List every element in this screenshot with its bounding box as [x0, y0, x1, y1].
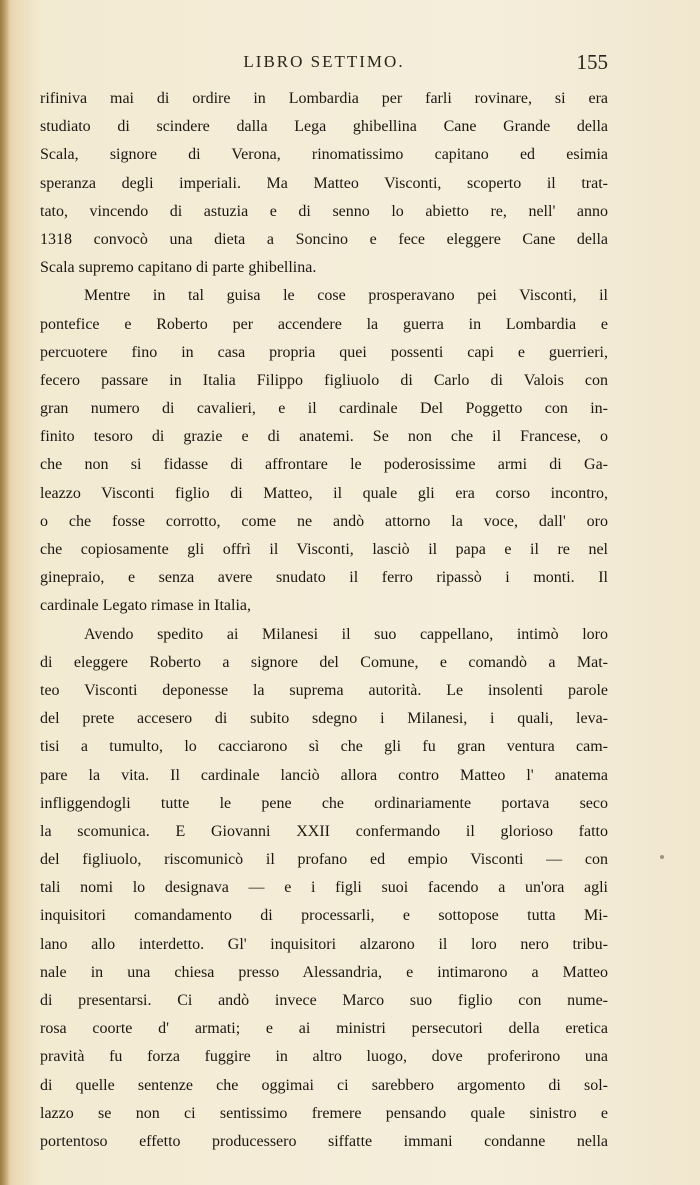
page-edge-shadow	[0, 0, 10, 1185]
page-header	[40, 52, 608, 82]
text-line: nale in una chiesa presso Alessandria, e intimarono a Matteo	[40, 963, 608, 981]
text-line: portentoso effetto producessero siffatte immani condanne nella	[40, 1132, 608, 1150]
text-line: pare la vita. Il cardinale lanciò allora contro Matteo l' anatema	[40, 766, 608, 784]
text-line: teo Visconti deponesse la suprema autorità. Le insolenti parole	[40, 681, 608, 699]
text-line: tali nomi lo designava — e i figli suoi facendo a un'ora agli	[40, 879, 608, 897]
text-line: che copiosamente gli offrì il Visconti, lasciò il papa e il re nel	[40, 541, 608, 558]
text-line: 1318 convocò una dieta a Soncino e fece eleggere Cane della	[40, 230, 608, 248]
text-line: infliggendogli tutte le pene che ordinariamente portava seco	[40, 794, 608, 812]
text-line: studiato di scindere dalla Lega ghibellina Cane Grande della	[40, 118, 608, 136]
text-line: pontefice e Roberto per accendere la guerra in Lombardia e	[40, 315, 608, 333]
text-line: di quelle sentenze che oggimai ci sarebbero argomento di sol-	[40, 1076, 608, 1094]
text-line: cardinale Legato rimase in Italia,	[40, 597, 252, 615]
text-line: leazzo Visconti figlio di Matteo, il quale gli era corso incontro,	[40, 484, 608, 502]
text-line: inquisitori comandamento di processarli, e sottopose tutta Mi-	[40, 907, 608, 925]
page-number: 155	[576, 50, 608, 74]
text-line: di presentarsi. Ci andò invece Marco suo figlio con nume-	[40, 992, 608, 1009]
text-line: pravità fu forza fuggire in altro luogo, dove proferirono una	[40, 1048, 608, 1066]
text-line: tisi a tumulto, lo cacciarono sì che gli fu gran ventura cam-	[40, 738, 608, 756]
text-line: lazzo se non ci sentissimo fremere pensando quale sinistro e	[40, 1104, 608, 1122]
text-line: lano allo interdetto. Gl' inquisitori alzarono il loro nero tribu-	[40, 935, 608, 953]
text-line: Scala, signore di Verona, rinomatissimo capitano ed esimia	[40, 146, 608, 164]
text-line: finito tesoro di grazie e di anatemi. Se non che il Francese, o	[40, 428, 608, 446]
text-line: o che fosse corrotto, come ne andò attorno la voce, dall' oro	[40, 512, 608, 530]
text-line: speranza degli imperiali. Ma Matteo Visconti, scoperto il trat-	[40, 174, 608, 192]
text-line: percuotere fino in casa propria quei possenti capi e guerrieri,	[40, 343, 608, 361]
text-line: fecero passare in Italia Filippo figliuolo di Carlo di Valois con	[40, 371, 608, 389]
body-text	[40, 90, 608, 1161]
text-line: Scala supremo capitano di parte ghibellina.	[40, 259, 317, 277]
running-head: LIBRO SETTIMO.	[243, 52, 405, 71]
paper-speck	[660, 855, 664, 859]
text-line: del figliuolo, riscomunicò il profano ed empio Visconti — con	[40, 851, 608, 869]
text-line: Avendo spedito ai Milanesi il suo cappellano, intimò loro	[84, 625, 608, 643]
text-line: che non si fidasse di affrontare le poderosissime armi di Ga-	[40, 456, 608, 474]
text-line: rifiniva mai di ordire in Lombardia per farli rovinare, si era	[40, 90, 608, 107]
text-line: Mentre in tal guisa le cose prosperavano pei Visconti, il	[84, 287, 608, 305]
text-line: del prete accesero di subito sdegno i Milanesi, i quali, leva-	[40, 710, 608, 728]
text-line: di eleggere Roberto a signore del Comune, e comandò a Mat-	[40, 653, 608, 671]
text-line: rosa coorte d' armati; e ai ministri persecutori della eretica	[40, 1020, 608, 1038]
text-line: gran numero di cavalieri, e il cardinale Del Poggetto con in-	[40, 400, 608, 418]
text-line: la scomunica. E Giovanni XXII confermando il glorioso fatto	[40, 822, 608, 840]
text-line: tato, vincendo di astuzia e di senno lo abietto re, nell' anno	[40, 202, 608, 220]
text-line: ginepraio, e senza avere snudato il ferro ripassò i monti. Il	[40, 569, 608, 587]
